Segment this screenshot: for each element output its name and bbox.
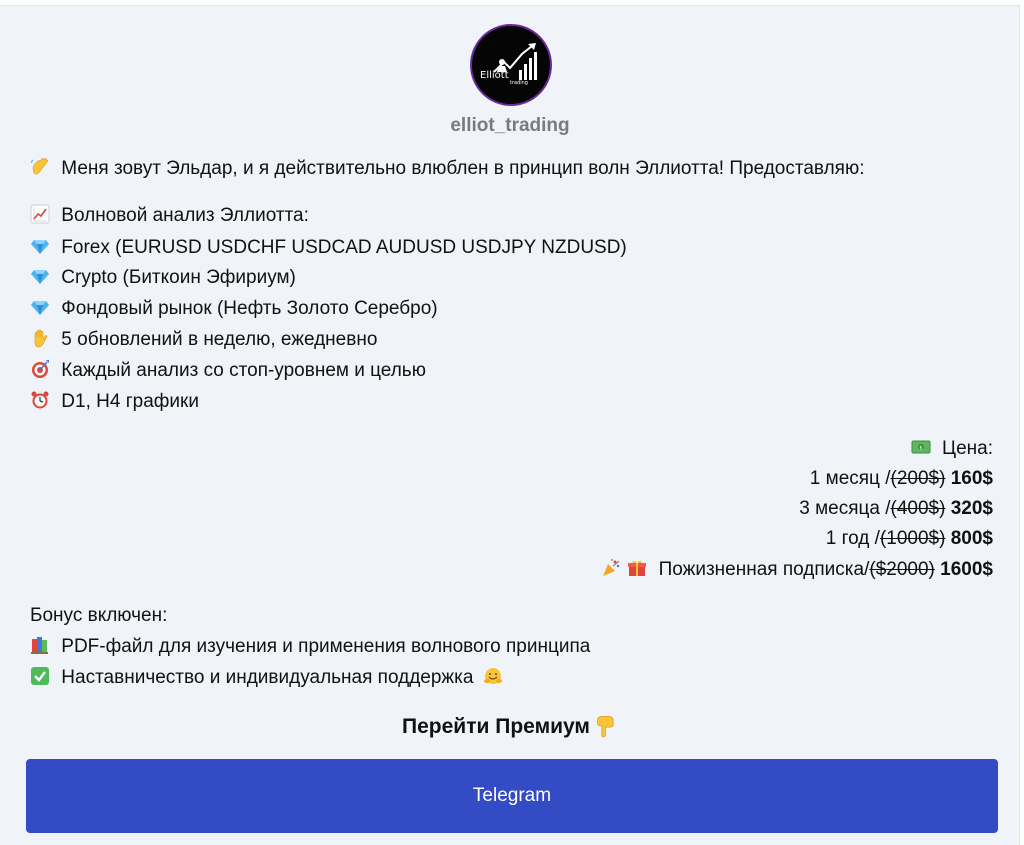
intro-text: Меня зовут Эльдар, и я действительно влюблен в принцип волн Эллиотта! Предоставляю:: [61, 158, 865, 179]
feature-item: [30, 297, 438, 321]
price-row: [601, 558, 993, 582]
pricing-header: [911, 437, 993, 461]
bonus-title: [30, 604, 167, 628]
bonus-text: Наставничество и индивидуальная поддержка: [61, 667, 474, 688]
gem-icon: [30, 266, 50, 286]
feature-item: [30, 236, 627, 260]
gem-icon: [30, 297, 50, 317]
feature-item: [30, 204, 309, 228]
chart-increasing-icon: [30, 204, 50, 224]
feature-text: Волновой анализ Эллиотта:: [61, 205, 309, 226]
feature-item: [30, 359, 426, 383]
bonus-item: [30, 635, 590, 659]
gem-icon: [30, 236, 50, 256]
plan-new-price: 800$: [950, 528, 993, 549]
price-row: [810, 467, 993, 491]
raised-hand-icon: [30, 328, 50, 348]
plan-new-price: 160$: [950, 468, 993, 489]
gift-icon: [627, 558, 647, 578]
hugging-face-icon: [483, 666, 503, 686]
waving-hand-icon: [30, 157, 50, 177]
plan-new-price: 320$: [950, 498, 993, 519]
intro-line: [30, 157, 865, 181]
party-popper-icon: [601, 558, 621, 578]
landing-card: [0, 5, 1020, 845]
feature-text: D1, H4 графики: [61, 391, 199, 412]
feature-text: Forex (EURUSD USDCHF USDCAD AUDUSD USDJPY NZDUSD): [61, 237, 627, 258]
pointing-down-icon: [594, 714, 618, 738]
alarm-clock-icon: [30, 390, 50, 410]
check-mark-button-icon: [30, 666, 50, 686]
feature-item: [30, 328, 377, 352]
plan-old-price: (200$): [890, 468, 946, 489]
banknote-icon: [911, 437, 931, 457]
bonus-text: PDF-файл для изучения и применения волнового принципа: [61, 636, 591, 657]
svg-text:$: $: [919, 445, 923, 452]
price-row: [826, 527, 993, 551]
channel-avatar: [472, 26, 550, 104]
plan-old-price: (400$): [890, 498, 946, 519]
plan-label: 1 месяц /: [809, 468, 891, 489]
feature-text: Фондовый рынок (Нефть Золото Серебро): [61, 298, 438, 319]
feature-item: [30, 390, 199, 414]
bonus-item: [30, 666, 503, 690]
feature-text: Crypto (Биткоин Эфириум): [61, 267, 296, 288]
price-row: [799, 497, 993, 521]
bonus-title-text: Бонус включен:: [30, 605, 168, 626]
plan-label: 3 месяца /: [799, 498, 891, 519]
logo-text: Elliott: [480, 70, 509, 81]
elliott-logo-icon: [472, 26, 550, 104]
feature-text: 5 обновлений в неделю, ежедневно: [61, 329, 378, 350]
plan-old-price: (1000$): [879, 528, 946, 549]
feature-text: Каждый анализ со стоп-уровнем и целью: [61, 360, 426, 381]
feature-item: [30, 266, 296, 290]
telegram-button[interactable]: Telegram: [26, 759, 998, 833]
channel-name: elliot_trading: [450, 115, 570, 136]
plan-new-price: 1600$: [940, 559, 993, 580]
cta-title-text: Перейти Премиум: [402, 715, 590, 738]
cta-title: [0, 714, 1020, 739]
pricing-header-text: Цена:: [942, 438, 993, 459]
plan-old-price: ($2000): [869, 559, 935, 580]
logo-subtext: trading: [510, 80, 528, 86]
target-icon: [30, 359, 50, 379]
plan-label: Пожизненная подписка/: [658, 559, 870, 580]
plan-label: 1 год /: [825, 528, 880, 549]
books-icon: [30, 635, 50, 655]
